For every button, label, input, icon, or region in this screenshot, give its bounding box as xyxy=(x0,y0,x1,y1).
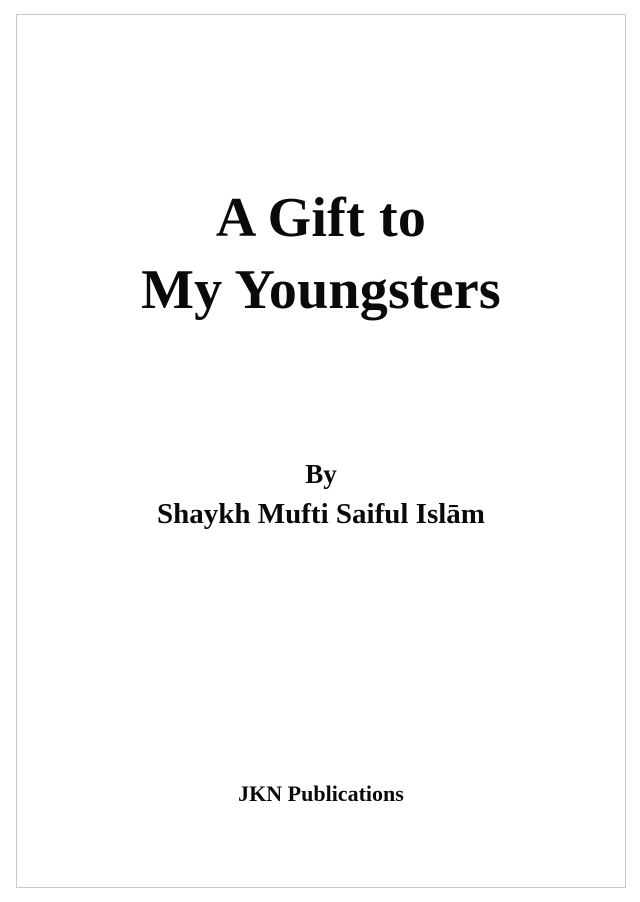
book-title xyxy=(17,183,625,326)
byline xyxy=(17,455,625,534)
publisher-block xyxy=(17,780,625,809)
page-sheet xyxy=(16,14,626,888)
book-title-line-1: A Gift to xyxy=(215,187,427,249)
author-name: Shaykh Mufti Saiful Islām xyxy=(157,498,485,531)
publisher-name: JKN Publications xyxy=(238,781,404,806)
book-title-line-2: My Youngsters xyxy=(141,258,501,321)
byline-preposition: By xyxy=(305,459,337,489)
